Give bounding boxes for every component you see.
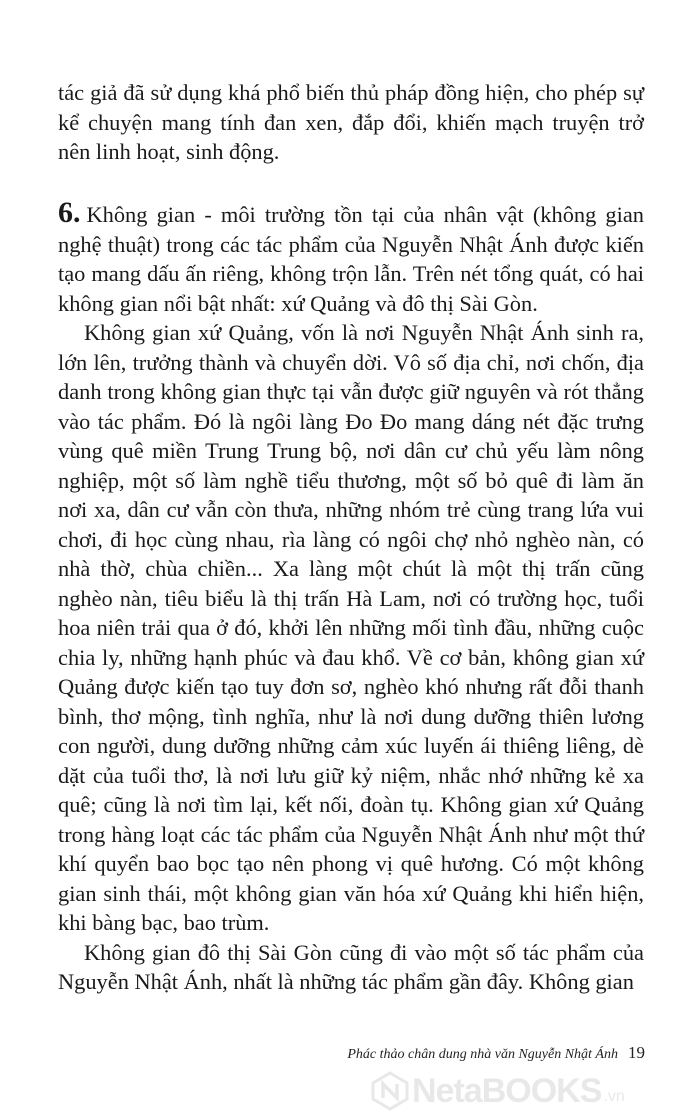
running-title: Phác thảo chân dung nhà văn Nguyễn Nhật Ánh xyxy=(347,1047,618,1062)
body-text-top xyxy=(58,78,644,167)
section-number: 6. xyxy=(58,196,81,229)
watermark xyxy=(370,1068,690,1114)
paragraph-continuation: tác giả đã sử dụng khá phổ biến thủ pháp đồng hiện, cho phép sự kể chuyện mang tính đan xen, đắp đổi, khiến mạch truyện trở nên linh hoạt, sinh động. xyxy=(58,80,644,164)
netabooks-logo-icon xyxy=(370,1071,410,1111)
watermark-suffix: .vn xyxy=(603,1088,625,1105)
page-footer xyxy=(340,1043,645,1063)
section-6 xyxy=(58,196,644,997)
paragraph-xu-quang: Không gian xứ Quảng, vốn là nơi Nguyễn Nhật Ánh sinh ra, lớn lên, trưởng thành và chuyển dời. Vô số địa chỉ, nơi chốn, địa danh trong không gian thực tại vẫn được giữ nguyên và rót thẳng vào tác phẩm. Đó là ngôi làng Đo Đo mang dáng nét đặc trưng vùng quê miền Trung Trung bộ, nơi dân cư chủ yếu làm nông nghiệp, một số làm nghề tiểu thương, một số bỏ quê đi làm ăn nơi xa, dân cư vẫn còn thưa, những nhóm trẻ cùng trang lứa vui chơi, đi học cùng nhau, rìa làng có ngôi chợ nhỏ nghèo nàn, có nhà thờ, chùa chiền... Xa làng một chút là một thị trấn cũng nghèo nàn, tiêu biểu là thị trấn Hà Lam, nơi có trường học, tuổi hoa niên trải qua ở đó, khởi lên những mối tình đầu, những cuộc chia ly, những hạnh phúc và đau khổ. Về cơ bản, không gian xứ Quảng được kiến tạo tuy đơn sơ, nghèo khó nhưng rất đỗi thanh bình, thơ mộng, tình nghĩa, như là nơi dung dưỡng thiên lương con người, dung dưỡng những cảm xúc luyến ái thiêng liêng, dè dặt của tuổi thơ, là nơi lưu giữ kỷ niệm, nhắc nhớ những kẻ xa quê; cũng là nơi tìm lại, kết nối, đoàn tụ. Không gian xứ Quảng trong hàng loạt các tác phẩm của Nguyễn Nhật Ánh như một thứ khí quyển bao bọc tạo nên phong vị quê hương. Có một không gian sinh thái, một không gian văn hóa xứ Quảng khi hiển hiện, khi bàng bạc, bao trùm. xyxy=(58,320,644,935)
watermark-brand: NetaBOOKS xyxy=(412,1071,602,1110)
section-intro-text: Không gian - môi trường tồn tại của nhân vật (không gian nghệ thuật) trong các tác phẩm của Nguyễn Nhật Ánh được kiến tạo mang dấu ấn riêng, không trộn lẫn. Trên nét tổng quát, có hai không gian nổi bật nhất: xứ Quảng và đô thị Sài Gòn. xyxy=(58,202,644,316)
section-paragraph-intro xyxy=(58,196,644,318)
page-number: 19 xyxy=(628,1043,645,1062)
paragraph-sai-gon: Không gian đô thị Sài Gòn cũng đi vào một số tác phẩm của Nguyễn Nhật Ánh, nhất là những tác phẩm gần đây. Không gian xyxy=(58,939,644,994)
